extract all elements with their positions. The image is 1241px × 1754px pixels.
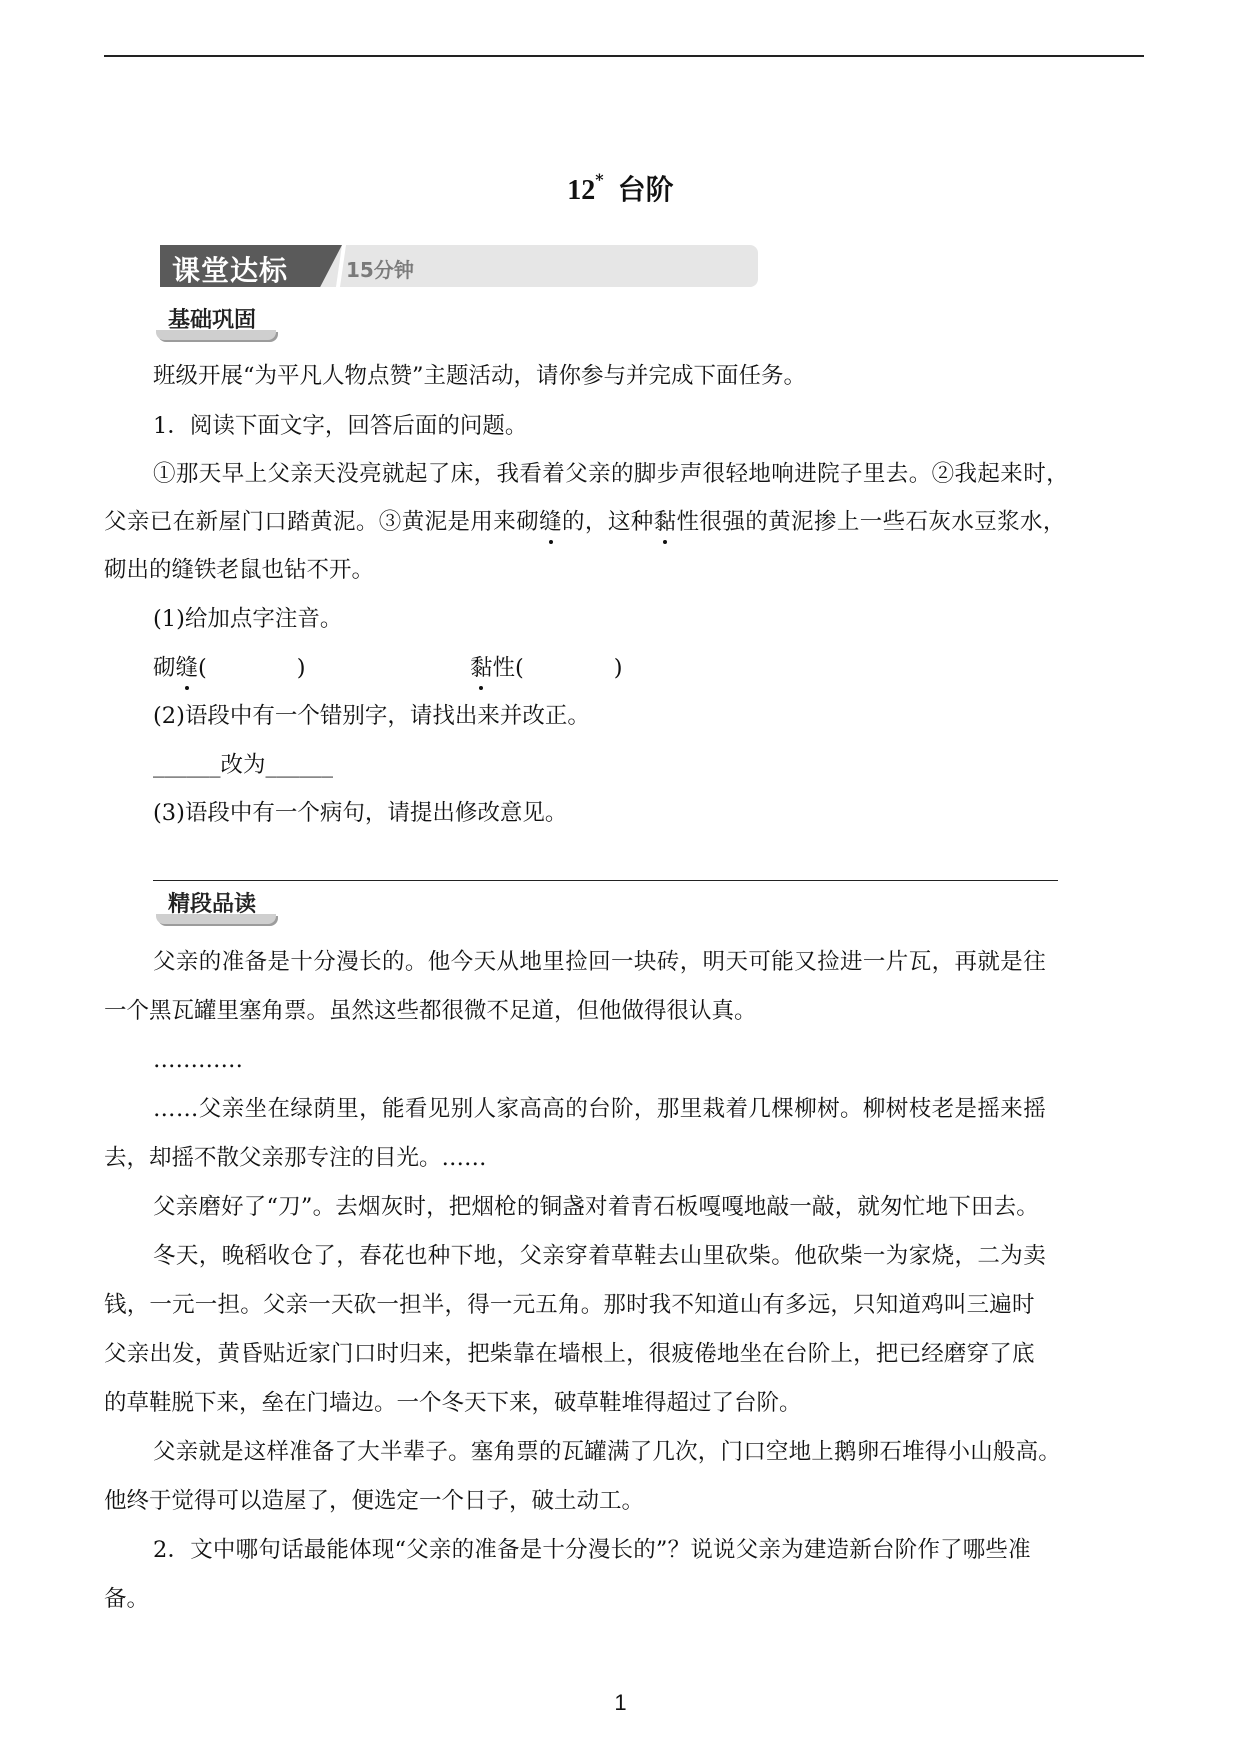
section-tag-basic-label: 基础巩固 bbox=[168, 308, 257, 333]
intro-text: 班级开展“为平凡人物点赞”主题活动，请你参与并完成下面任务。 bbox=[153, 363, 807, 389]
section-tag-reading bbox=[156, 887, 270, 918]
q1-para-line1: ①那天早上父亲天没亮就起了床，我看着父亲的脚步声很轻地响进院子里去。②我起来时， bbox=[153, 461, 1070, 487]
passage-line: 钱，一元一担。父亲一天砍一担半，得一元五角。那时我不知道山有多远，只知道鸡叫三遍时 bbox=[104, 1292, 1035, 1318]
question-1-prompt: 1．阅读下面文字，回答后面的问题。 bbox=[153, 413, 528, 439]
dotted-char: 缝 bbox=[539, 506, 562, 538]
q1-pinyin-item-1 bbox=[153, 652, 306, 684]
answer-blank[interactable]: ( ) bbox=[515, 655, 623, 681]
dotted-char: 缝 bbox=[176, 652, 199, 684]
q1-para-line3: 砌出的缝铁老鼠也钻不开。 bbox=[104, 557, 375, 583]
passage-line: 父亲出发，黄昏贴近家门口时归来，把柴靠在墙根上，很疲倦地坐在台阶上，把已经磨穿了底 bbox=[104, 1341, 1035, 1367]
question-2-line1: 2．文中哪句话最能体现“父亲的准备是十分漫长的”？说说父亲为建造新台阶作了哪些准 bbox=[153, 1537, 1031, 1563]
pinyin-char: 砌 bbox=[153, 655, 176, 681]
banner-time: 15分钟 bbox=[346, 258, 414, 282]
passage-line: 去，却摇不散父亲那专注的目光。…… bbox=[104, 1145, 487, 1171]
lesson-number: 12 bbox=[567, 175, 596, 206]
passage-line: 父亲磨好了“刀”。去烟灰时，把烟枪的铜盏对着青石板嘎嘎地敲一敲，就匆忙地下田去。 bbox=[153, 1194, 1040, 1220]
passage-line: 他终于觉得可以造屋了，便选定一个日子，破土动工。 bbox=[104, 1488, 645, 1514]
section-tag-basic bbox=[156, 303, 270, 334]
page-number: 1 bbox=[614, 1690, 627, 1715]
question-2-line2: 备。 bbox=[104, 1586, 150, 1612]
dotted-char: 黏 bbox=[654, 506, 677, 538]
passage-line: 父亲就是这样准备了大半辈子。塞角票的瓦罐满了几次，门口空地上鹅卵石堆得小山般高。 bbox=[153, 1439, 1062, 1465]
lesson-title bbox=[0, 168, 1241, 208]
q1-para-line2-b: 的，这种 bbox=[562, 509, 654, 535]
header-rule bbox=[104, 55, 1144, 57]
section-banner bbox=[160, 245, 758, 287]
banner-label: 课堂达标 bbox=[172, 254, 289, 287]
q1-sub3: (3)语段中有一个病句，请提出修改意见。 bbox=[153, 800, 568, 826]
passage-line: 父亲的准备是十分漫长的。他今天从地里捡回一块砖，明天可能又捡进一片瓦，再就是往 bbox=[153, 949, 1047, 975]
passage-line: ………… bbox=[153, 1047, 243, 1073]
answer-blank[interactable]: ( ) bbox=[198, 655, 306, 681]
q1-sub1: (1)给加点字注音。 bbox=[153, 606, 343, 632]
dotted-char: 黏 bbox=[470, 652, 493, 684]
q1-para-line2 bbox=[104, 506, 1066, 538]
pinyin-char: 性 bbox=[492, 655, 516, 681]
passage-line: 一个黑瓦罐里塞角票。虽然这些都很微不足道，但他做得很认真。 bbox=[104, 998, 757, 1024]
q1-pinyin-item-2 bbox=[470, 652, 623, 684]
q1-para-line2-a: 父亲已在新屋门口踏黄泥。③黄泥是用来砌 bbox=[104, 509, 540, 535]
passage-line: 冬天，晚稻收仓了，春花也种下地，父亲穿着草鞋去山里砍柴。他砍柴一为家烧，二为卖 bbox=[153, 1243, 1047, 1269]
q1-sub3-answer-line[interactable] bbox=[153, 880, 1058, 881]
passage-line: ……父亲坐在绿荫里，能看见别人家高高的台阶，那里栽着几棵柳树。柳树枝老是摇来摇 bbox=[153, 1096, 1047, 1122]
section-tag-reading-label: 精段品读 bbox=[168, 892, 257, 917]
lesson-star: * bbox=[595, 169, 604, 189]
lesson-name: 台阶 bbox=[617, 173, 674, 206]
passage-line: 的草鞋脱下来，垒在门墙边。一个冬天下来，破草鞋堆得超过了台阶。 bbox=[104, 1390, 802, 1416]
q1-sub2-answer[interactable]: ______改为______ bbox=[153, 752, 334, 778]
q1-sub2: (2)语段中有一个错别字，请找出来并改正。 bbox=[153, 703, 590, 729]
q1-para-line2-c: 性很强的黄泥掺上一些石灰水豆浆水， bbox=[676, 509, 1066, 535]
